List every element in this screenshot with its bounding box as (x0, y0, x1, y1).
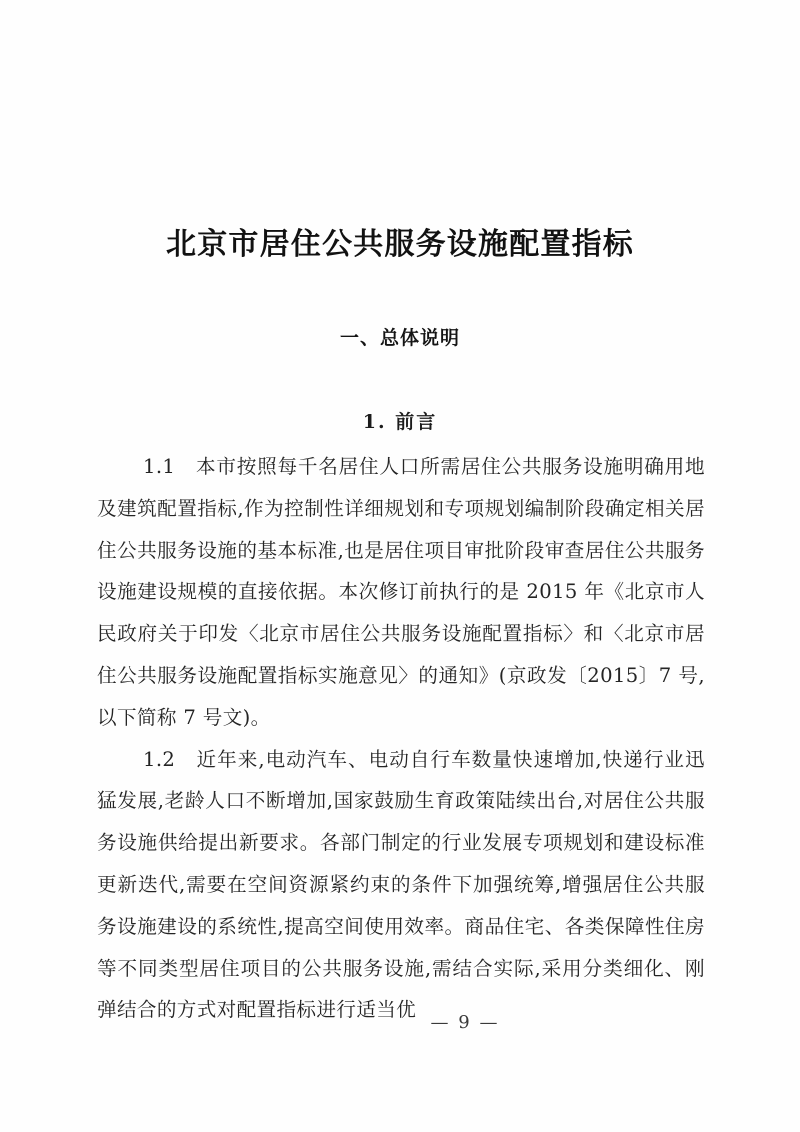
page-footer (0, 1012, 800, 1033)
page-number: — 9 — (430, 1012, 500, 1033)
section-heading: 一、总体说明 (339, 326, 460, 349)
sub-heading: 1. 前言 (362, 411, 438, 433)
paragraph-1-2: 1.2 近年来,电动汽车、电动自行车数量快速增加,快递行业迅猛发展,老龄人口不断增加,国家鼓励生育政策陆续出台,对居住公共服务设施供给提出新要求。各部门制定的行业发展专项规划和建设标准更新迭代,需要在空间资源紧约束的条件下加强统筹,增强居住公共服务设施建设的系统性,提高空间使用效率。商品住宅、各类保障性住房等不同类型居住项目的公共服务设施,需结合实际,采用分类细化、刚弹结合的方式对配置指标进行适当优 (97, 747, 705, 1022)
body-text (97, 446, 705, 1031)
page-title: 北京市居住公共服务设施配置指标 (166, 227, 634, 263)
paragraph-1-1: 1.1 本市按照每千名居住人口所需居住公共服务设施明确用地及建筑配置指标,作为控制性详细规划和专项规划编制阶段确定相关居住公共服务设施的基本标准,也是居住项目审批阶段审查居住公共服务设施建设规模的直接依据。本次修订前执行的是 2015 年《北京市人民政府关于印发〈北京市居住公共服务设施配置指标〉和〈北京市居住公共服务设施配置指标实施意见〉的通知》(京政发〔2015〕7 号,以下简称 7 号文)。 (97, 455, 705, 729)
